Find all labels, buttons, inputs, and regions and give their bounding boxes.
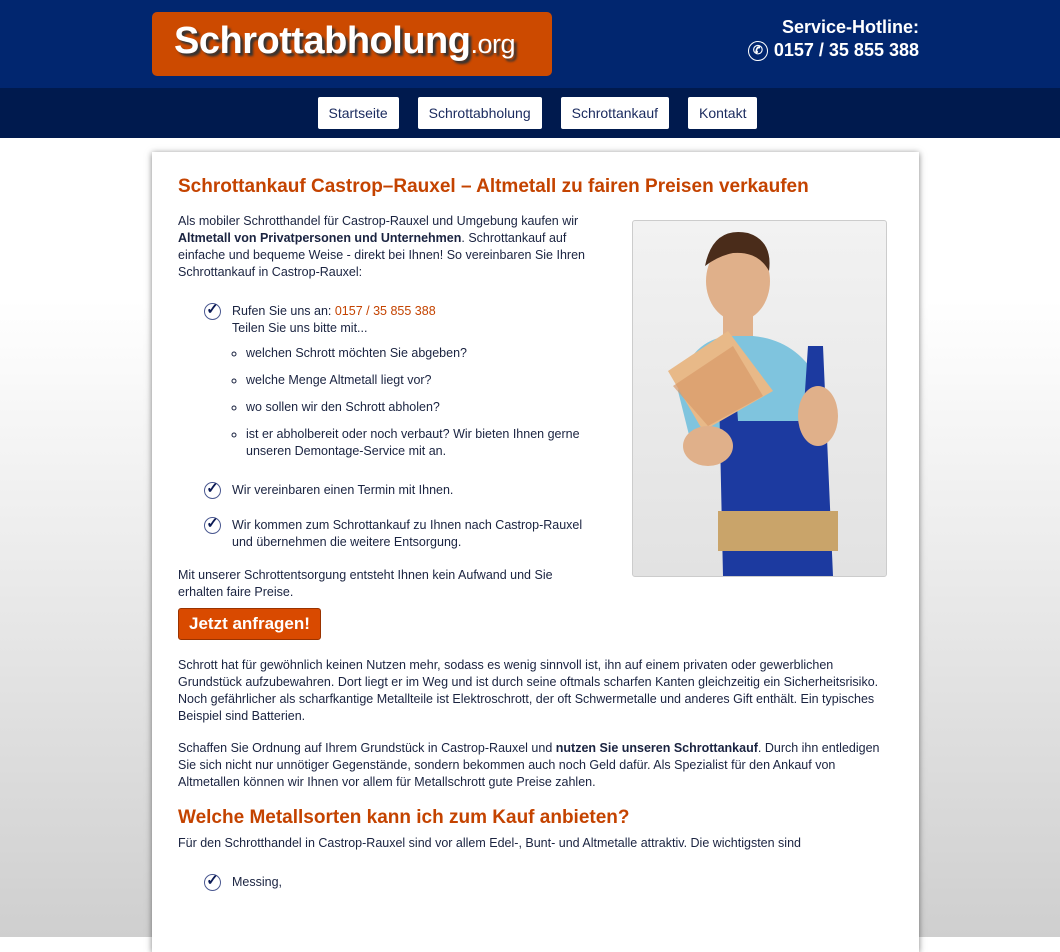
main-nav [0, 88, 1060, 138]
list-item: ◦ ist er abholbereit oder noch verbaut? Wir bieten Ihnen gerne unseren Demontage-Service mit an. [246, 426, 598, 460]
hotline-number[interactable]: 0157 / 35 855 388 [773, 40, 919, 60]
list-item: ◦ welche Menge Altmetall liegt vor? [246, 372, 598, 389]
steps-list [204, 303, 598, 551]
list-item: ✓ Messing, [204, 874, 893, 891]
paragraph: Schrott hat für gewöhnlich keinen Nutzen mehr, sodass es wenig sinnvoll ist, ihn auf einem privaten oder gewerblichen Grundstück aufzubewahren. Dort liegt er im Weg und ist durch seine oftmals scharfen Kanten gleichzeitig ein Sicherheitsrisiko. Noch gefährlicher als scharfkantige Metallteile ist Elektroschrott, der oft Schwermetalle und anderes Gift enthält. Ein typisches Beispiel sind Batterien. [178, 658, 879, 723]
checkmark-icon: ✓ [204, 482, 221, 499]
hotline [748, 16, 919, 62]
list-item: ◦ welchen Schrott möchten Sie abgeben? [246, 345, 598, 362]
site-logo[interactable] [152, 12, 552, 76]
step-appointment: ✓ Wir vereinbaren einen Termin mit Ihnen. [204, 482, 598, 499]
intro-text: Als mobiler Schrotthandel für Castrop-Rauxel und Umgebung kaufen wir Altmetall von Privatpersonen und Unternehmen. Schrottankauf auf einfache und bequeme Weise - direkt bei Ihnen! So vereinbaren Sie Ihren Schrottankauf in Castrop-Rauxel: [178, 214, 585, 279]
questions-list [246, 345, 598, 460]
header [0, 0, 1060, 88]
intro-column [178, 213, 598, 601]
nav-schrottabholung[interactable]: Schrottabholung [418, 97, 542, 129]
nav-kontakt[interactable]: Kontakt [688, 97, 757, 129]
logo-text: Schrottabholung [174, 20, 471, 62]
nav-startseite[interactable]: Startseite [318, 97, 399, 129]
checkmark-icon: ✓ [204, 303, 221, 320]
paragraph: Für den Schrotthandel in Castrop-Rauxel sind vor allem Edel-, Bunt- und Altmetalle attraktiv. Die wichtigsten sind [178, 836, 801, 850]
step-pickup: ✓ Wir kommen zum Schrottankauf zu Ihnen nach Castrop-Rauxel und übernehmen die weitere Entsorgung. [204, 517, 598, 551]
section-heading: Welche Metallsorten kann ich zum Kauf anbieten? [178, 807, 630, 828]
logo-tld: .org [470, 29, 515, 59]
outro-text: Mit unserer Schrottentsorgung entsteht Ihnen kein Aufwand und Sie erhalten faire Preise. [178, 568, 553, 599]
phone-icon: ✆ [748, 41, 768, 61]
phone-link[interactable]: 0157 / 35 855 388 [334, 304, 436, 318]
page-title: Schrottankauf Castrop–Rauxel – Altmetall zu fairen Preisen verkaufen [178, 176, 809, 197]
hotline-label: Service-Hotline: [781, 17, 919, 37]
request-button[interactable]: Jetzt anfragen! [178, 608, 321, 640]
paragraph: Schaffen Sie Ordnung auf Ihrem Grundstück in Castrop-Rauxel und nutzen Sie unseren Schrottankauf. Durch ihn entledigen Sie sich nicht nur unnötiger Gegenstände, sondern bekommen auch noch Geld dafür. Als Spezialist für den Ankauf von Altmetallen können wir Ihnen vor allem für Metallschrott gute Preise zahlen. [178, 741, 880, 789]
metals-list [204, 874, 893, 891]
checkmark-icon: ✓ [204, 874, 221, 891]
content [152, 152, 919, 952]
worker-with-money-image [632, 220, 887, 577]
nav-schrottankauf[interactable]: Schrottankauf [561, 97, 669, 129]
list-item: ◦ wo sollen wir den Schrott abholen? [246, 399, 598, 416]
step-call: ✓ Rufen Sie uns an: 0157 / 35 855 388 Teilen Sie uns bitte mit... ◦ welchen Schrott möchten Sie abgeben? ◦ welche Menge Altmetall liegt vor? ◦ wo sollen wir den Schrott abholen? ◦ ist er abholbereit oder noch verbaut? Wir bieten Ihnen gerne unseren Demontage-Service mit an. [204, 303, 598, 460]
checkmark-icon: ✓ [204, 517, 221, 534]
